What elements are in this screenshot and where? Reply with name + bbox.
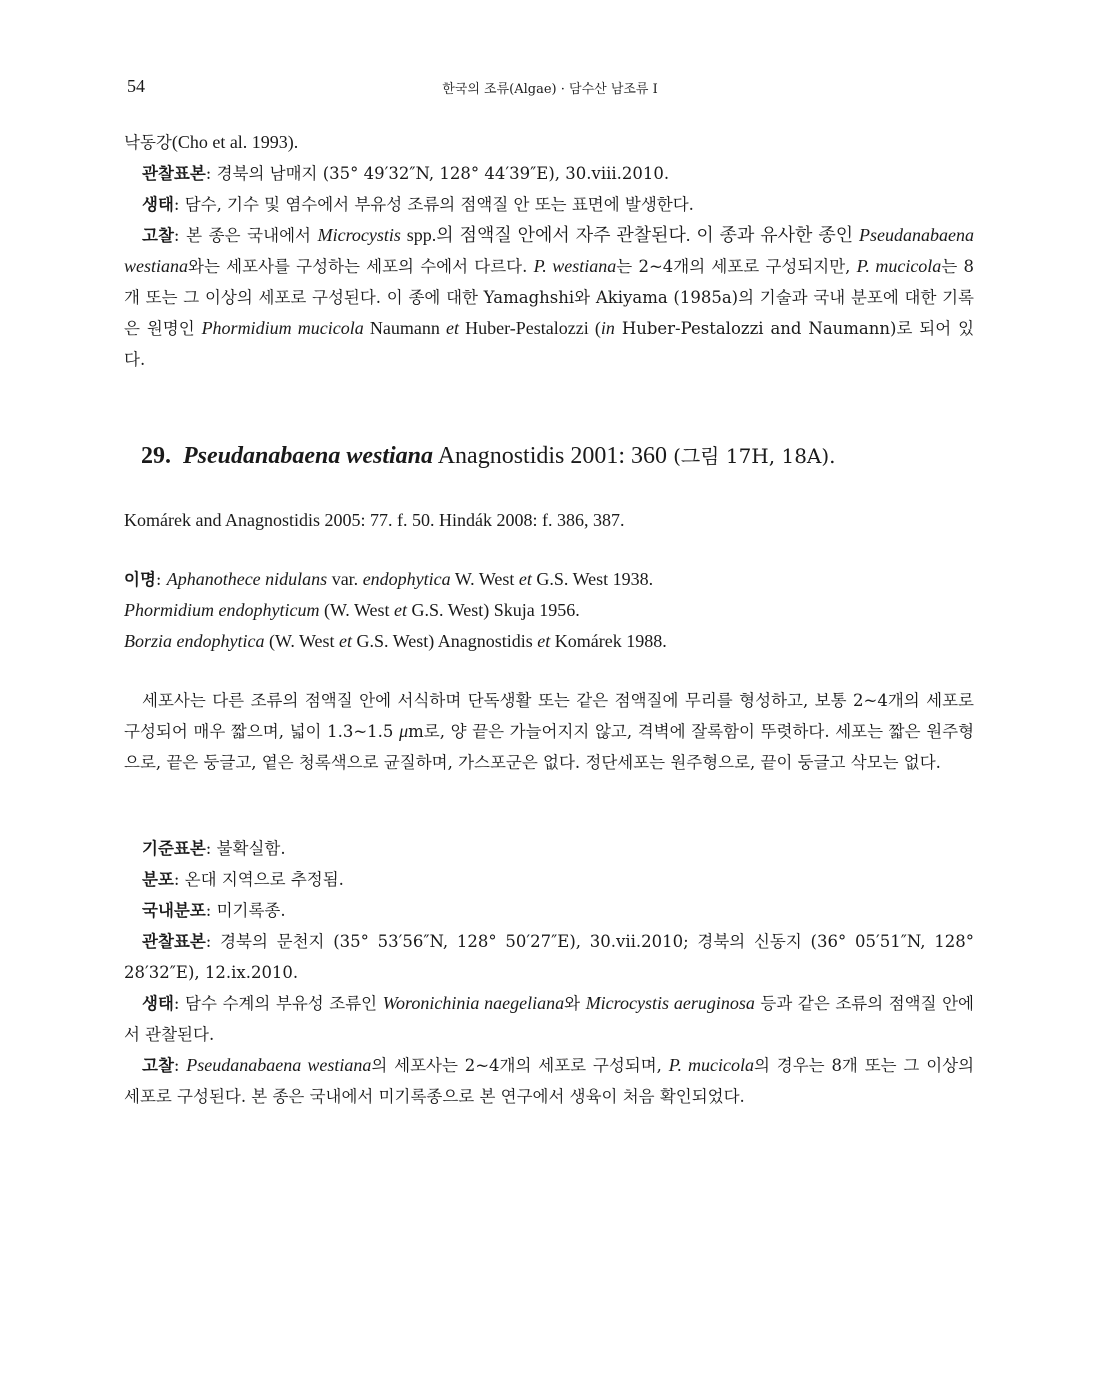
specimen-paragraph: 관찰표본: 경북의 남매지 (35° 49′32″N, 128° 44′39″E), 30.viii.2010. <box>142 164 670 183</box>
remarks-paragraph: 고찰: 본 종은 국내에서 Microcystis spp.의 점액질 안에서 자주 관찰된다. 이 종과 유사한 종인 Pseudanabaena westiana와는 세포사를 구성하는 세포의 수에서 다르다. P. westiana는 2~4개의 세포로 구성되지만, P. mucicola는 8개 또는 그 이상의 세포로 구성된다. 이 종에 대한 Yamaghshi와 Akiyama (1985a)의 기술과 국내 분포에 대한 기록은 원명인 Phormidium mucicola Naumann et Huber-Pestalozzi (in Huber-Pestalozzi and Naumann)로 되어 있다. <box>124 225 975 369</box>
ecology-paragraph: 생태: 담수 수계의 부유성 조류인 Woronichinia naegeliana와 Microcystis aeruginosa 등과 같은 조류의 점액질 안에서 관찰된다. <box>124 993 975 1044</box>
references: Komárek and Anagnostidis 2005: 77. f. 50. Hindák 2008: f. 386, 387. <box>124 510 625 530</box>
running-title: 한국의 조류(Algae) · 담수산 남조류 I <box>442 82 658 97</box>
species-name: Pseudanabaena westiana <box>183 443 434 469</box>
specimen-label: 관찰표본 <box>142 164 206 183</box>
continuation-line: 낙동강(Cho et al. 1993). <box>124 132 299 152</box>
synonym-line: Borzia endophytica (W. West et G.S. West) Anagnostidis et Komárek 1988. <box>124 631 667 651</box>
distribution-paragraph: 분포: 온대 지역으로 추정됨. <box>142 870 344 889</box>
species-heading <box>141 440 836 470</box>
description-paragraph: 세포사는 다른 조류의 점액질 안에 서식하며 단독생활 또는 같은 점액질에 무리를 형성하고, 보통 2~4개의 세포로 구성되어 매우 짧으며, 넓이 1.3~1.5 μm로, 양 끝은 가늘어지지 않고, 격벽에 잘록함이 뚜렷하다. 세포는 짧은 원주형으로, 끝은 둥글고, 옅은 청록색으로 균질하며, 가스포군은 없다. 정단세포는 원주형으로, 끝이 둥글고 삭모는 없다. <box>124 691 975 772</box>
ecology-label: 생태 <box>142 195 174 214</box>
korean-distribution-paragraph: 국내분포: 미기록종. <box>142 901 286 920</box>
specimen-paragraph: 관찰표본: 경북의 문천지 (35° 53′56″N, 128° 50′27″E), 30.vii.2010; 경북의 신동지 (36° 05′51″N, 128° 28′32″E), 12.ix.2010. <box>124 932 974 982</box>
synonyms-label: 이명 <box>124 570 156 589</box>
remarks-paragraph: 고찰: Pseudanabaena westiana의 세포사는 2~4개의 세포로 구성되며, P. mucicola의 경우는 8개 또는 그 이상의 세포로 구성된다. 본 종은 국내에서 미기록종으로 본 연구에서 생육이 처음 확인되었다. <box>124 1055 975 1106</box>
previous-species-block <box>124 127 974 375</box>
species-authority: Anagnostidis 2001: 360 <box>437 443 668 469</box>
remarks-label: 고찰 <box>142 226 174 245</box>
page-number: 54 <box>127 76 145 96</box>
description-block <box>124 685 974 778</box>
figure-reference: (그림 17H, 18A). <box>673 444 836 468</box>
type-specimen-paragraph: 기준표본: 불확실함. <box>142 839 286 858</box>
synonyms-block <box>124 564 974 657</box>
species-number: 29. <box>141 443 171 469</box>
synonym-line: Phormidium endophyticum (W. West et G.S. West) Skuja 1956. <box>124 600 580 620</box>
ecology-paragraph: 생태: 담수, 기수 및 염수에서 부유성 조류의 점액질 안 또는 표면에 발생한다. <box>142 195 694 214</box>
details-block <box>124 833 974 1112</box>
synonym-line: 이명: Aphanothece nidulans var. endophytica W. West et G.S. West 1938. <box>124 569 654 589</box>
